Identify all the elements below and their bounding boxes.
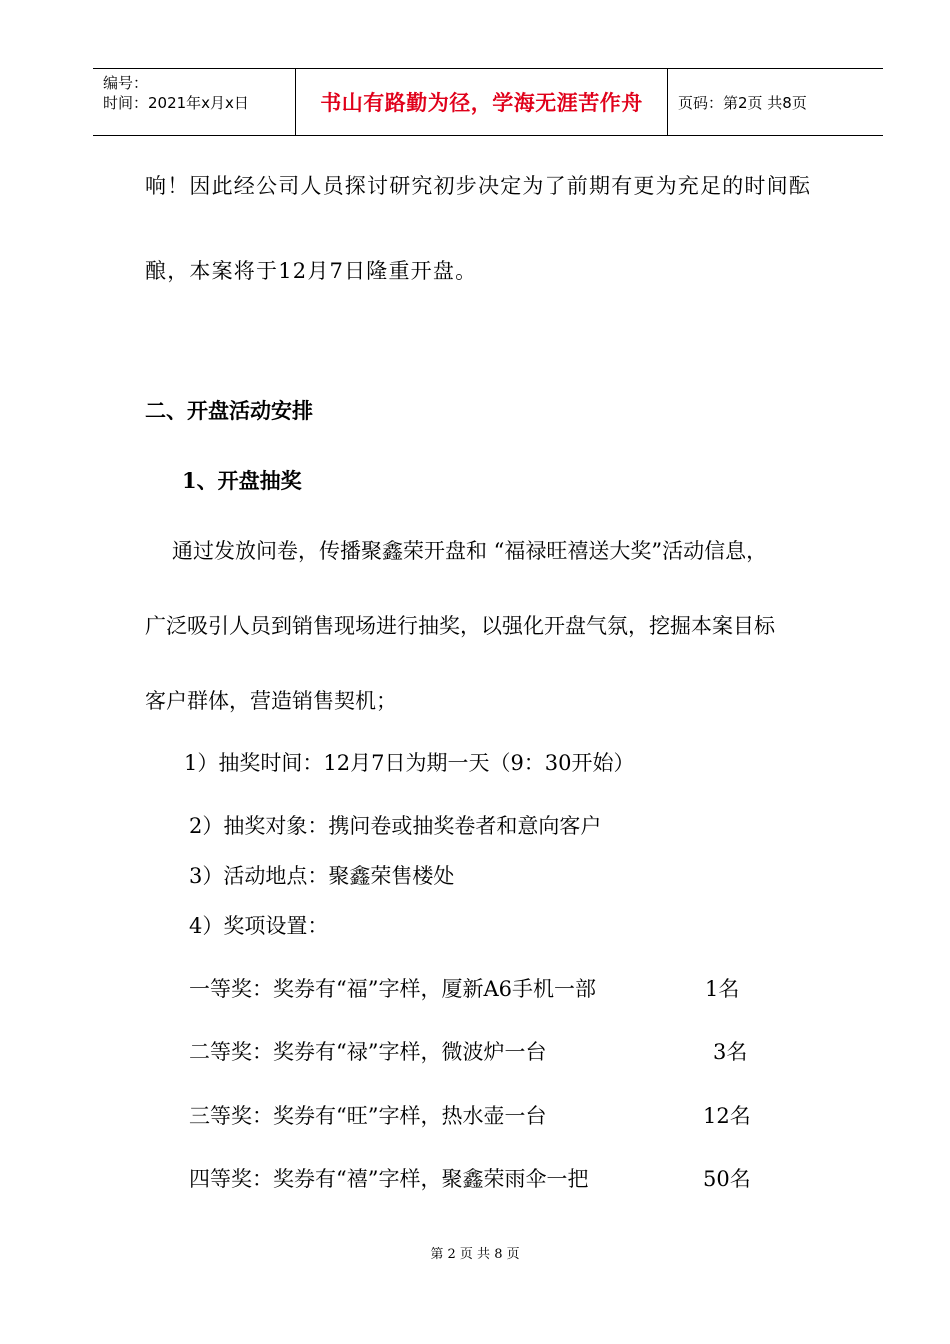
- paragraph-line: 广泛吸引人员到销售现场进行抽奖，以强化开盘气氛，挖掘本案目标: [145, 614, 775, 638]
- prize-count: 1名: [705, 977, 740, 1001]
- page-header: [93, 68, 883, 136]
- prize-count: 50名: [703, 1167, 751, 1191]
- paragraph-line: 通过发放问卷，传播聚鑫荣开盘和 “福禄旺禧送大奖”活动信息，: [172, 539, 768, 563]
- document-number-label: 编号：: [103, 74, 149, 92]
- header-page-cell: [668, 69, 883, 135]
- prize-name: 四等奖：奖券有“禧”字样，聚鑫荣雨伞一把: [189, 1167, 589, 1191]
- prize-count: 12名: [703, 1104, 751, 1128]
- document-date: 时间：2021年x月x日: [103, 94, 249, 112]
- header-motto-cell: [295, 69, 668, 135]
- header-page-code: 页码：第2页 共8页: [678, 93, 807, 112]
- list-item: 1）抽奖时间：12月7日为期一天（9：30开始）: [184, 751, 635, 775]
- header-motto: 书山有路勤为径，学海无涯苦作舟: [320, 90, 643, 115]
- paragraph-line: 酿，本案将于12月7日隆重开盘。: [145, 259, 478, 283]
- subsection-title: 1、开盘抽奖: [182, 468, 302, 493]
- paragraph-line: 客户群体，营造销售契机；: [145, 689, 397, 713]
- prize-name: 三等奖：奖券有“旺”字样，热水壶一台: [189, 1104, 547, 1128]
- prize-count: 3名: [713, 1040, 748, 1064]
- paragraph-line: 响！因此经公司人员探讨研究初步决定为了前期有更为充足的时间酝: [145, 174, 811, 198]
- page-footer: 第 2 页 共 8 页: [430, 1247, 520, 1262]
- header-meta-cell: [93, 69, 295, 135]
- list-item: 2）抽奖对象：携问卷或抽奖卷者和意向客户: [189, 814, 602, 838]
- list-item: 3）活动地点：聚鑫荣售楼处: [189, 864, 455, 888]
- prize-name: 二等奖：奖券有“禄”字样，微波炉一台: [189, 1040, 547, 1064]
- prize-name: 一等奖：奖券有“福”字样，厦新A6手机一部: [189, 977, 596, 1001]
- list-item: 4）奖项设置：: [189, 914, 329, 938]
- section-title: 二、开盘活动安排: [145, 398, 313, 423]
